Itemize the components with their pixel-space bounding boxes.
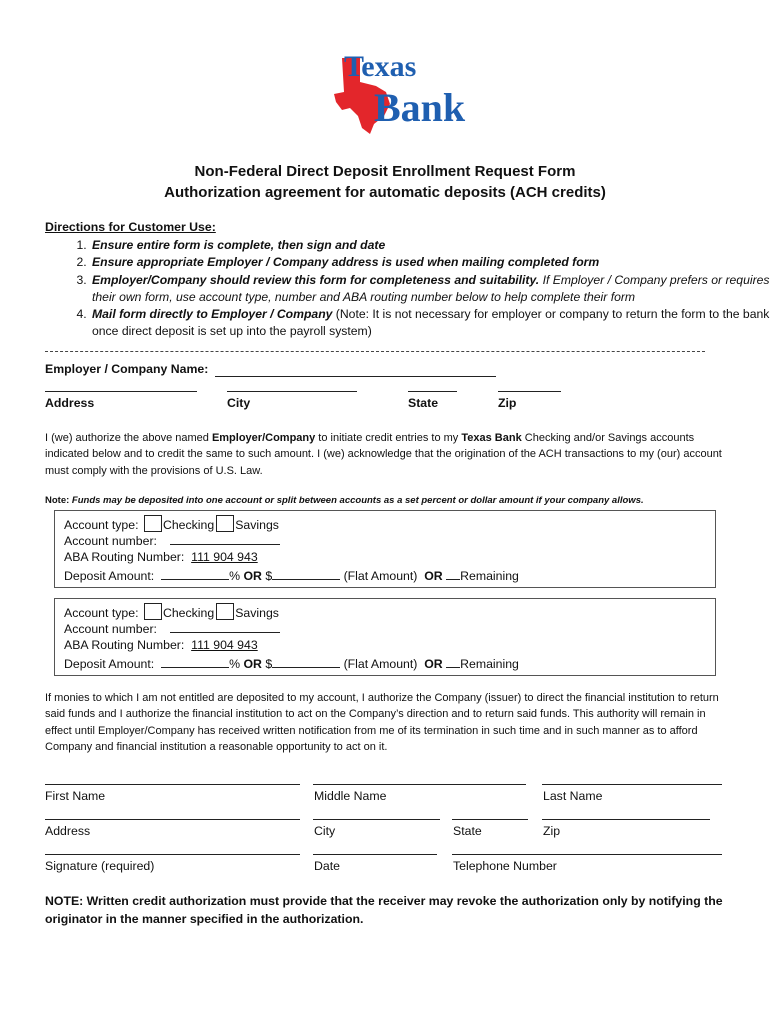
address-label: Address (45, 824, 91, 838)
flat-amount-field[interactable] (272, 656, 340, 668)
employer-state-label: State (408, 396, 439, 410)
form-subtitle: Authorization agreement for automatic deposits (ACH credits) (164, 184, 606, 201)
account-type-row: Account type: Checking Savings (64, 515, 279, 532)
last-name-label: Last Name (543, 789, 603, 803)
entitlement-paragraph: If monies to which I am not entitled are deposited to my account, I authorize the Company (issuer) to direct the financial institution to return said funds and I authorize the financial institution to act on the Company’s direction and to return said funds. This authority will remain in effect until Employer/Company has received written notification from me of its termination in such time and in such manner as to afford Company and financial institution a reasonable opportunity to act on it. (45, 692, 719, 753)
dashed-separator (45, 351, 705, 352)
direction-item: 1. Ensure entire form is complete, then sign and date (90, 237, 770, 254)
middle-name-line[interactable] (313, 784, 526, 785)
zip-label: Zip (543, 824, 561, 838)
checking-checkbox[interactable] (144, 515, 162, 532)
routing-number-value: 111 904 943 (191, 550, 258, 564)
directions-list (45, 237, 770, 341)
employer-name-line[interactable] (215, 376, 496, 377)
account-type-row: Account type: Checking Savings (64, 603, 279, 620)
middle-name-label: Middle Name (314, 789, 387, 803)
state-line[interactable] (452, 819, 528, 820)
savings-checkbox[interactable] (216, 515, 234, 532)
flat-amount-field[interactable] (272, 568, 340, 580)
first-name-label: First Name (45, 789, 106, 803)
deposit-amount-row: Deposit Amount: % OR $ (Flat Amount) OR Remaining (64, 569, 519, 583)
date-line[interactable] (313, 854, 437, 855)
percent-field[interactable] (161, 568, 229, 580)
deposit-amount-row: Deposit Amount: % OR $ (Flat Amount) OR Remaining (64, 657, 519, 671)
city-label: City (314, 824, 336, 838)
account-box-2 (54, 598, 716, 676)
address-line[interactable] (45, 819, 300, 820)
employer-zip-line[interactable] (498, 391, 561, 392)
logo-bank-text: Bank (374, 85, 466, 130)
directions-heading: Directions for Customer Use: (45, 220, 216, 234)
authorization-paragraph: I (we) authorize the above named Employer/Company to initiate credit entries to my Texas Bank Checking and/or Savings accounts indicated below and to credit the same to such amount. I (we) acknowledge that the origination of the ACH transactions to my (our) account must comply with the provisions of U.S. Law. (45, 432, 722, 477)
account-box-1 (54, 510, 716, 588)
signature-line[interactable] (45, 854, 300, 855)
employer-city-line[interactable] (227, 391, 357, 392)
state-label: State (453, 824, 482, 838)
checking-checkbox[interactable] (144, 603, 162, 620)
account-number-field[interactable] (170, 621, 280, 633)
direction-item: 2. Ensure appropriate Employer / Company address is used when mailing completed form (90, 254, 770, 271)
telephone-label: Telephone Number (453, 859, 557, 873)
city-line[interactable] (313, 819, 440, 820)
date-label: Date (314, 859, 340, 873)
direction-item: 3. Employer/Company should review this form for completeness and suitability. If Employer / Company prefers or requires their own form, use account type, number and ABA routing number below to help complete their form (90, 272, 770, 307)
texas-bank-logo (330, 50, 466, 136)
first-name-line[interactable] (45, 784, 300, 785)
split-note: Note: Funds may be deposited into one account or split between accounts as a set percent or dollar amount if your company allows. (45, 495, 644, 506)
form-title: Non-Federal Direct Deposit Enrollment Request Form (194, 163, 576, 180)
logo-texas-text: Texas (344, 50, 417, 83)
account-number-row: Account number: (64, 533, 280, 548)
employer-name-label: Employer / Company Name: (45, 362, 209, 376)
routing-number-row: ABA Routing Number: 111 904 943 (64, 638, 258, 652)
zip-line[interactable] (542, 819, 710, 820)
percent-field[interactable] (161, 656, 229, 668)
direction-item: 4. Mail form directly to Employer / Company (Note: It is not necessary for employer or company to return the form to the bank once direct deposit is set up into the payroll system) (90, 306, 770, 341)
signature-label: Signature (required) (45, 859, 155, 873)
account-number-field[interactable] (170, 533, 280, 545)
telephone-line[interactable] (452, 854, 722, 855)
employer-address-line[interactable] (45, 391, 197, 392)
savings-checkbox[interactable] (216, 603, 234, 620)
account-number-row: Account number: (64, 621, 280, 636)
employer-state-line[interactable] (408, 391, 457, 392)
routing-number-value: 111 904 943 (191, 638, 258, 652)
final-note: NOTE: Written credit authorization must provide that the receiver may revoke the authorization only by notifying the originator in the manner specified in the authorization. (45, 894, 723, 926)
last-name-line[interactable] (542, 784, 722, 785)
employer-city-label: City (227, 396, 251, 410)
remaining-field[interactable] (446, 656, 460, 668)
routing-number-row: ABA Routing Number: 111 904 943 (64, 550, 258, 564)
employer-zip-label: Zip (498, 396, 517, 410)
remaining-field[interactable] (446, 568, 460, 580)
employer-address-label: Address (45, 396, 95, 410)
